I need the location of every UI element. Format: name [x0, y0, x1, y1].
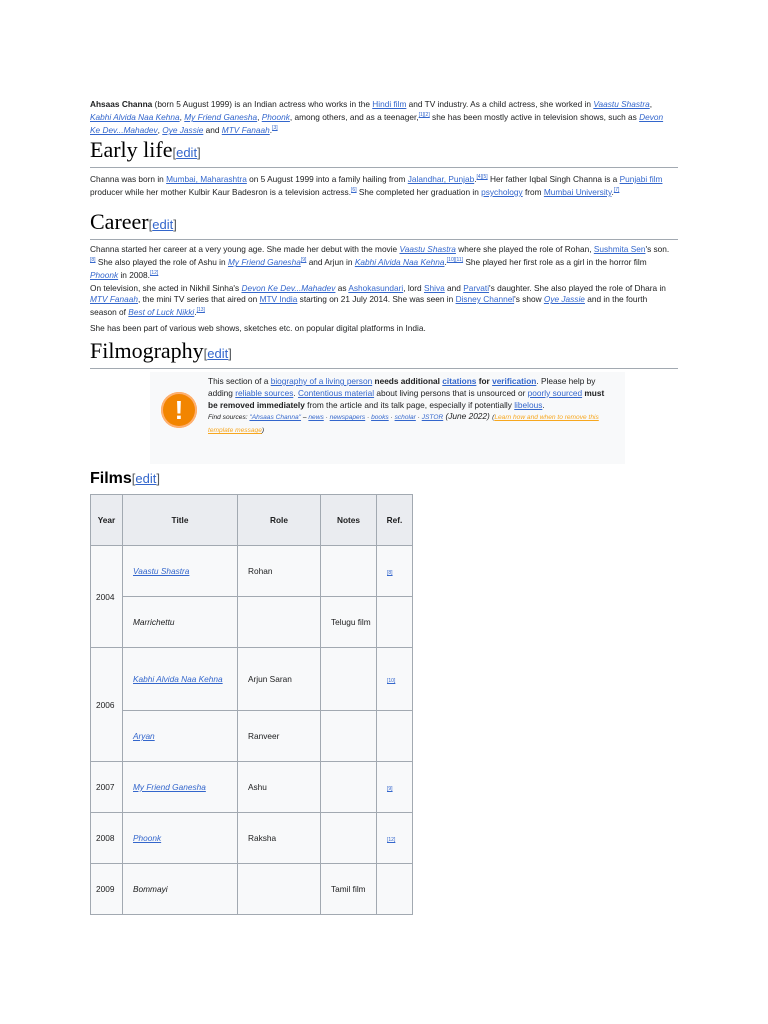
notes-cell [321, 813, 377, 864]
title-cell: Marrichettu [123, 597, 238, 648]
link-jalandhar[interactable]: Jalandhar, Punjab [407, 173, 475, 184]
link-parvati[interactable]: Parvati [463, 283, 490, 293]
link-psychology[interactable]: psychology [481, 186, 523, 197]
early-life-paragraph: Channa was born in Mumbai, Maharashtra on 5 August 1999 into a family hailing from Jalandhar, Punjab.[4][5] Her father Iqbal Singh Channa is a Punjabi film producer while her mother Kulbir Kaur Badesron is a television actress.[6] She completed her graduation in psychology from Mumbai University.[7] [90, 173, 663, 197]
heading-filmography: Filmography[edit] [90, 338, 678, 369]
link-citations[interactable]: citations [442, 376, 477, 386]
link-disney-channel[interactable]: Disney Channel [455, 294, 515, 305]
find-sources: Find sources: "Ahsaas Channa" – news · newspapers · books · scholar · JSTOR [208, 414, 444, 422]
header-year: Year [91, 495, 123, 546]
ref-link[interactable]: [10] [387, 678, 396, 684]
year-cell: 2009 [91, 864, 123, 915]
link-find-news[interactable]: news [308, 414, 324, 422]
role-cell: Arjun Saran [238, 648, 321, 711]
link-learn-remove-template[interactable]: Learn how and when to remove this template message [208, 414, 599, 434]
table-row [91, 597, 413, 648]
ref-13[interactable]: [13] [196, 307, 205, 314]
ref-7[interactable]: [7] [613, 186, 620, 193]
title-cell: Bommayi [123, 864, 238, 915]
link-my-friend-ganesha[interactable]: My Friend Ganesha [184, 111, 258, 122]
subject-name: Ahsaas Channa [90, 99, 153, 109]
title-cell [123, 648, 238, 711]
header-ref: Ref. [377, 495, 413, 546]
link-punjabi-film[interactable]: Punjabi film [619, 173, 663, 184]
title-cell [123, 813, 238, 864]
exclamation-icon: ! [161, 392, 197, 428]
film-link-my-friend-ganesha[interactable]: My Friend Ganesha [133, 782, 206, 792]
notes-cell [321, 762, 377, 813]
link-my-friend-ganesha-2[interactable]: My Friend Ganesha [227, 256, 301, 267]
ref-link[interactable]: [9] [387, 786, 393, 792]
link-hindi-film[interactable]: Hindi film [372, 99, 407, 109]
link-libelous[interactable]: libelous [514, 399, 543, 410]
table-row [91, 864, 413, 915]
ref-10-11[interactable]: [10][11] [446, 257, 464, 264]
ref-cell [377, 864, 413, 915]
link-reliable-sources[interactable]: reliable sources [235, 387, 294, 398]
link-sushmita-sen[interactable]: Sushmita Sen [593, 244, 646, 254]
ref-cell [377, 762, 413, 813]
table-row [91, 648, 413, 711]
ref-8[interactable]: [8] [90, 257, 96, 264]
title-cell [123, 546, 238, 597]
link-devon-ke-dev[interactable]: Devon Ke Dev...Mahadev [90, 111, 664, 135]
role-cell [238, 864, 321, 915]
link-verification[interactable]: verification [492, 376, 537, 386]
table-row [91, 546, 413, 597]
notes-cell: Telugu film [321, 597, 377, 648]
table-row [91, 711, 413, 762]
header-title: Title [123, 495, 238, 546]
link-contentious-material[interactable]: Contentious material [297, 387, 375, 398]
ref-12[interactable]: [12] [149, 270, 159, 277]
edit-link-filmography[interactable]: [edit] [203, 346, 232, 361]
link-devon-ke-dev-2[interactable]: Devon Ke Dev...Mahadev [241, 283, 336, 293]
role-cell: Ranveer [238, 711, 321, 762]
ref-cell [377, 711, 413, 762]
link-phoonk-2[interactable]: Phoonk [90, 269, 119, 280]
link-mtv-fanaah-2[interactable]: MTV Fanaah [90, 294, 138, 305]
link-find-books[interactable]: books [371, 414, 389, 422]
film-link-aryan[interactable]: Aryan [133, 731, 155, 741]
ref-6[interactable]: [6] [351, 186, 357, 193]
notes-cell: Tamil film [321, 864, 377, 915]
link-kabhi-alvida-2[interactable]: Kabhi Alvida Naa Kehna [354, 256, 445, 267]
notes-cell [321, 711, 377, 762]
title-cell [123, 711, 238, 762]
heading-early-life: Early life[edit] [90, 137, 678, 168]
ref-cell [377, 648, 413, 711]
title-cell [123, 762, 238, 813]
edit-link-films[interactable]: [edit] [131, 471, 161, 486]
ref-9[interactable]: [9] [300, 257, 307, 264]
year-cell: 2004 [91, 546, 123, 648]
edit-link-career[interactable]: [edit] [148, 217, 177, 232]
career-paragraph-2: On television, she acted in Nikhil Sinha's Devon Ke Dev...Mahadev as Ashokasundari, lord Shiva and Parvati's daughter. She also played the role of Dhara in MTV Fanaah, the mini TV series that aired on MTV India starting on 21 July 2014. She was seen in Disney Channel's show Oye Jassie and in the fourth season of Best of Luck Nikki.[13] [90, 283, 666, 318]
link-blp[interactable]: biography of a living person [270, 376, 373, 386]
link-shiva[interactable]: Shiva [423, 283, 445, 293]
role-cell: Ashu [238, 762, 321, 813]
film-link-phoonk[interactable]: Phoonk [133, 833, 162, 843]
header-notes: Notes [321, 495, 377, 546]
ref-cell [377, 813, 413, 864]
link-mtv-fanaah[interactable]: MTV Fanaah [221, 124, 270, 135]
notes-cell [321, 648, 377, 711]
ref-3[interactable]: [3] [272, 125, 278, 132]
film-link-kabhi-alvida[interactable]: Kabhi Alvida Naa Kehna [133, 674, 223, 684]
link-find-jstor[interactable]: JSTOR [421, 414, 444, 422]
link-phoonk[interactable]: Phoonk [261, 111, 290, 122]
ref-cell [377, 597, 413, 648]
link-vaastu-shastra[interactable]: Vaastu Shastra [593, 99, 650, 109]
link-find-newspapers[interactable]: newspapers [329, 414, 366, 422]
heading-films: Films[edit] [90, 470, 161, 487]
link-find-scholar[interactable]: scholar [394, 414, 416, 422]
learn-more: (Learn how and when to remove this template message) [208, 414, 599, 434]
year-cell: 2008 [91, 813, 123, 864]
link-poorly-sourced[interactable]: poorly sourced [527, 387, 583, 398]
link-kabhi-alvida[interactable]: Kabhi Alvida Naa Kehna [90, 111, 180, 122]
link-mumbai[interactable]: Mumbai, Maharashtra [166, 173, 247, 184]
link-vaastu-shastra-2[interactable]: Vaastu Shastra [399, 244, 456, 254]
career-paragraph-3: She has been part of various web shows, sketches etc. on popular digital platforms in India. [90, 323, 426, 333]
citation-needed-notice [150, 372, 625, 464]
intro-paragraph: Ahsaas Channa (born 5 August 1999) is an Indian actress who works in the Hindi film and TV industry. As a child actress, she worked in Vaastu Shastra, Kabhi Alvida Naa Kehna, My Friend Ganesha, Phoonk, among others, and as a teenager,[1][2] she has been mostly active in television shows, such as Devon Ke Dev...Mahadev, Oye Jassie and MTV Fanaah.[3] [90, 99, 664, 135]
notice-date: (June 2022) [443, 411, 493, 422]
link-best-of-luck-nikki[interactable]: Best of Luck Nikki [128, 307, 195, 318]
films-table [90, 494, 413, 915]
ref-cell [377, 546, 413, 597]
table-header-row [91, 495, 413, 546]
role-cell: Raksha [238, 813, 321, 864]
edit-link-early-life[interactable]: [edit] [172, 145, 201, 160]
link-oye-jassie[interactable]: Oye Jassie [162, 124, 204, 135]
notes-cell [321, 546, 377, 597]
notice-message: This section of a biography of a living person needs additional citations for verification. Please help by adding reliable sources. Contentious material about living persons that is unsourced or poorly sourced must be removed immediately from the article and its talk page, especially if potentially libelous. Find sources: "Ahsaas Channa" – news · newspapers · books · scholar · JSTOR (June 2022) (Learn how and when to remove this template message) [208, 376, 605, 434]
link-mtv-india[interactable]: MTV India [259, 294, 298, 305]
ref-link[interactable]: [12] [387, 837, 396, 843]
link-ashokasundari[interactable]: Ashokasundari [348, 283, 404, 293]
header-role: Role [238, 495, 321, 546]
table-row [91, 813, 413, 864]
link-find-query[interactable]: "Ahsaas Channa" [249, 414, 302, 422]
table-row [91, 762, 413, 813]
role-cell [238, 597, 321, 648]
heading-career: Career[edit] [90, 209, 678, 240]
film-link-vaastu-shastra[interactable]: Vaastu Shastra [133, 566, 190, 576]
year-cell: 2006 [91, 648, 123, 762]
year-cell: 2007 [91, 762, 123, 813]
ref-4-5[interactable]: [4][5] [476, 174, 488, 180]
ref-link[interactable]: [8] [387, 570, 393, 576]
link-mumbai-university[interactable]: Mumbai University [543, 186, 612, 197]
ref-1-2[interactable]: [1][2] [418, 112, 430, 119]
career-paragraph-1: Channa started her career at a very young age. She made her debut with the movie Vaastu Shastra where she played the role of Rohan, Sushmita Sen's son.[8] She also played the role of Ashu in My Friend Ganesha[9] and Arjun in Kabhi Alvida Naa Kehna.[10][11] She played her first role as a girl in the horror film Phoonk in 2008.[12] [90, 244, 670, 280]
role-cell: Rohan [238, 546, 321, 597]
link-oye-jassie-2[interactable]: Oye Jassie [543, 294, 585, 305]
